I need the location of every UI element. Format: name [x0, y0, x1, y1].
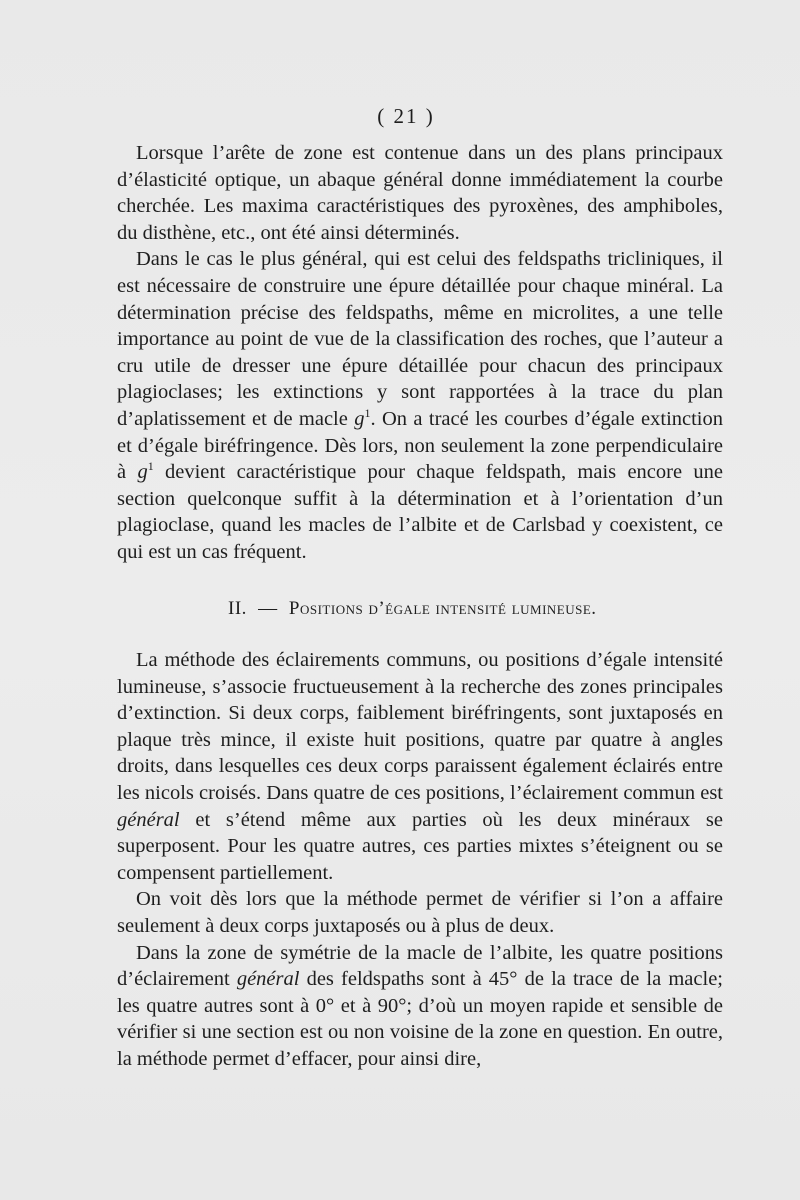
text-block-bottom — [117, 647, 723, 1073]
superscript: 1 — [147, 459, 154, 474]
italic-term: général — [236, 968, 300, 991]
paragraph-text: Dans la zone de symétrie de la macle de l’albite, les quatre positions d’éclairement — [117, 941, 723, 991]
paragraph-text: On voit dès lors que la méthode permet de vérifier si l’on a affaire seulement à deux corps juxtaposés ou à plus de deux. — [117, 888, 723, 937]
superscript: 1 — [364, 406, 371, 421]
italic-term: général — [117, 808, 180, 831]
paragraph-text: La méthode des éclairements communs, ou positions d’égale intensité lumineuse, s’associe fructueusement à la recherche des zones principales d’extinction. Si deux corps, faiblement biréfringents, sont juxtaposés en plaque très mince, il existe huit positions, quatre par quatre à angles droits, dans lesquelles ces deux corps paraissent également éclairés entre les nicols croisés. Dans quatre de ces positions, l’éclairement commun est — [117, 649, 723, 804]
paragraph — [117, 940, 723, 1073]
paragraph-text: Lorsque l’arête de zone est contenue dans un des plans principaux d’élasticité optique, un abaque général donne immédiatement la courbe cherchée. Les maxima caractéristiques des pyroxènes, des amphiboles, du disthène, etc., ont été ainsi déterminés. — [117, 142, 723, 244]
page-number: ( 21 ) — [377, 104, 435, 128]
paragraph — [117, 886, 723, 939]
paragraph-text: des feldspaths sont à 45° de la trace de la macle; les quatre autres sont à 0° et à 90°; d’où un moyen rapide et sensible de vérifier si une section est ou non voisine de la zone en question. En outre, la méthode permet d’effacer, pour ainsi dire, — [117, 968, 723, 1070]
symbol-g: g — [137, 461, 148, 484]
paragraph-text: Dans le cas le plus général, qui est celui des feldspaths tricliniques, il est nécessaire de construire une épure détaillée pour chaque minéral. La détermination précise des feldspaths, même en microlites, a une telle importance au point de vue de la classification des roches, que l’auteur a cru utile de dresser une épure détaillée pour chacun des principaux plagioclases; les extinctions y sont rapportées à la trace du plan d’aplatissement et de macle — [117, 248, 723, 430]
section-title: Positions d’égale intensité lumineuse. — [288, 598, 597, 619]
section-numeral: II. — [228, 598, 247, 619]
paragraph — [117, 140, 723, 246]
paragraph-text: et s’étend même aux parties où les deux minéraux se superposent. Pour les quatre autres, ces parties mixtes s’éteignent ou se compensent partiellement. — [117, 808, 723, 884]
paragraph — [117, 647, 723, 886]
text-block-top — [117, 140, 723, 566]
symbol-g: g — [354, 407, 365, 430]
paragraph-text: devient caractéristique pour chaque feldspath, mais encore une section quelconque suffit à la détermination et à l’orientation d’un plagioclase, quand les macles de l’albite et de Carlsbad y coexistent, ce qui est un cas fréquent. — [117, 461, 723, 563]
paragraph — [117, 246, 723, 565]
paragraph-text: . On a tracé les courbes d’égale extinction et d’égale biréfringence. Dès lors, non seulement la zone perpendiculaire à — [117, 407, 723, 484]
section-dash: — — [258, 598, 278, 619]
section-heading — [228, 598, 597, 620]
